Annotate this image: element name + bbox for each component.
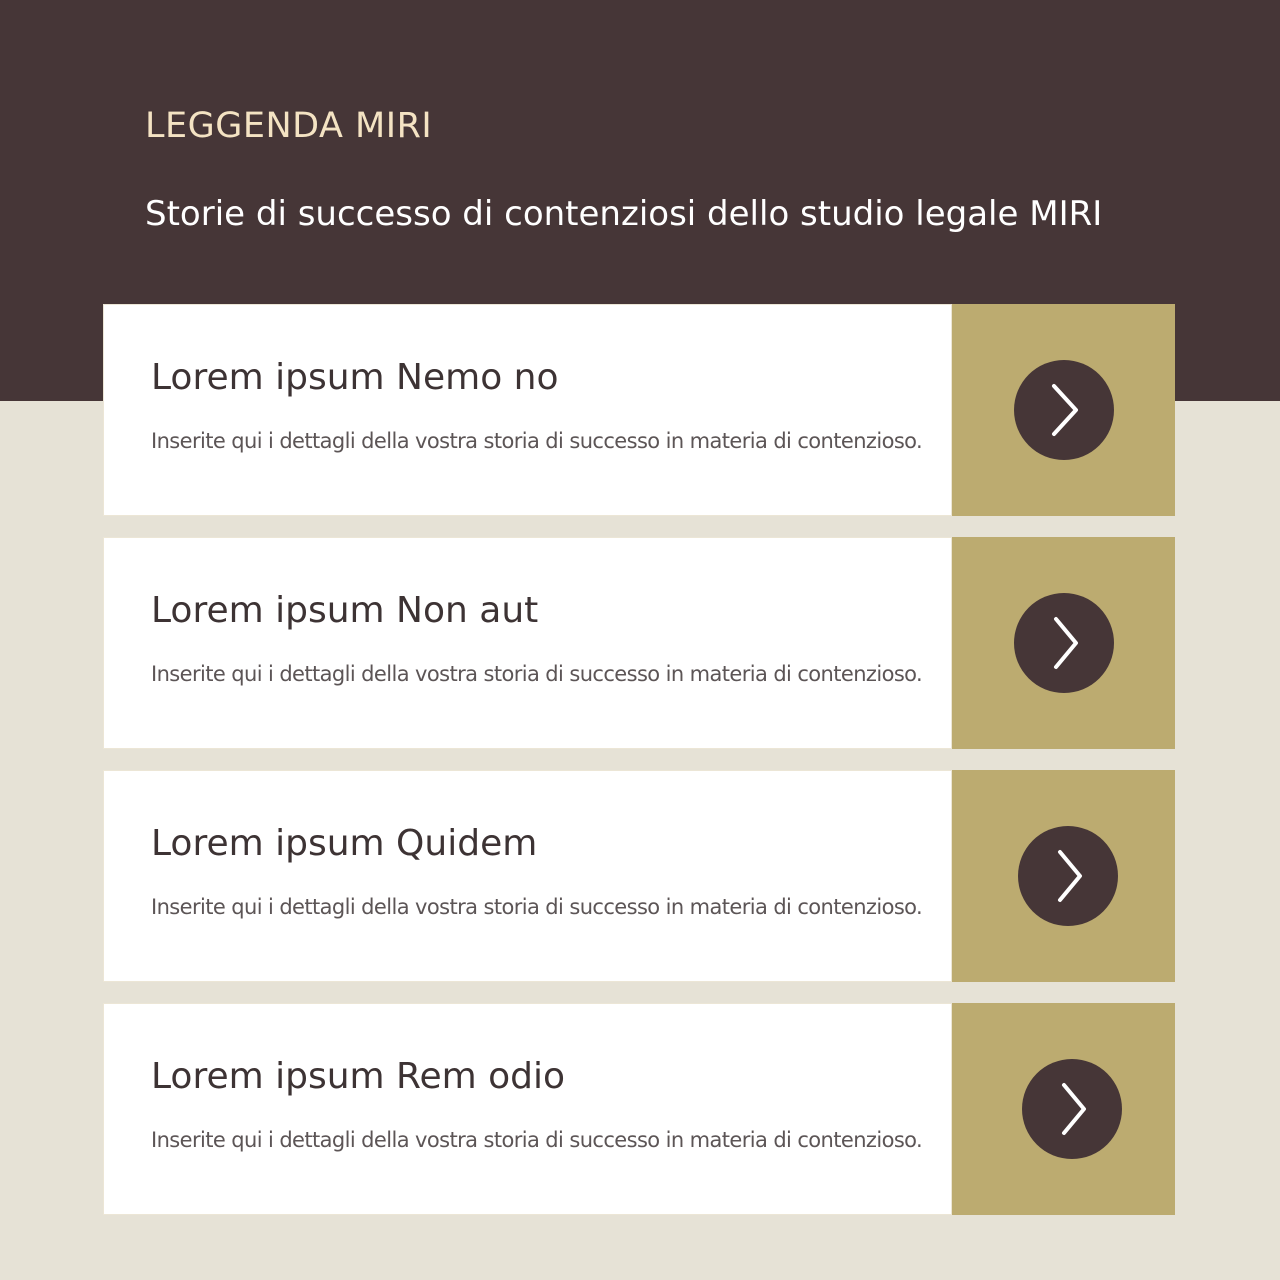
open-story-button[interactable] — [1018, 826, 1118, 926]
success-stories-list — [103, 304, 1175, 1236]
open-story-button[interactable] — [1014, 593, 1114, 693]
story-description: Inserite qui i dettagli della vostra storia di successo in materia di contenzioso. — [151, 1128, 923, 1152]
story-card — [103, 1003, 1175, 1215]
story-action-panel — [952, 304, 1175, 516]
chevron-right-icon — [1044, 615, 1084, 671]
story-card — [103, 537, 1175, 749]
chevron-right-icon — [1048, 848, 1088, 904]
story-title: Lorem ipsum Non aut — [151, 590, 539, 631]
chevron-right-icon — [1044, 382, 1084, 438]
story-card-body — [103, 1003, 952, 1215]
story-title: Lorem ipsum Quidem — [151, 823, 538, 864]
page-subtitle: Storie di successo di contenziosi dello studio legale MIRI — [145, 194, 1103, 234]
story-title: Lorem ipsum Nemo no — [151, 357, 559, 398]
story-action-panel — [952, 770, 1175, 982]
story-description: Inserite qui i dettagli della vostra storia di successo in materia di contenzioso. — [151, 429, 923, 453]
story-title: Lorem ipsum Rem odio — [151, 1056, 566, 1097]
story-action-panel — [952, 537, 1175, 749]
story-description: Inserite qui i dettagli della vostra storia di successo in materia di contenzioso. — [151, 662, 923, 686]
story-card — [103, 770, 1175, 982]
chevron-right-icon — [1052, 1081, 1092, 1137]
open-story-button[interactable] — [1022, 1059, 1122, 1159]
story-card-body — [103, 537, 952, 749]
open-story-button[interactable] — [1014, 360, 1114, 460]
story-card-body — [103, 770, 952, 982]
story-card — [103, 304, 1175, 516]
story-card-body — [103, 304, 952, 516]
story-action-panel — [952, 1003, 1175, 1215]
story-description: Inserite qui i dettagli della vostra storia di successo in materia di contenzioso. — [151, 895, 923, 919]
brand-title: LEGGENDA MIRI — [145, 106, 433, 146]
